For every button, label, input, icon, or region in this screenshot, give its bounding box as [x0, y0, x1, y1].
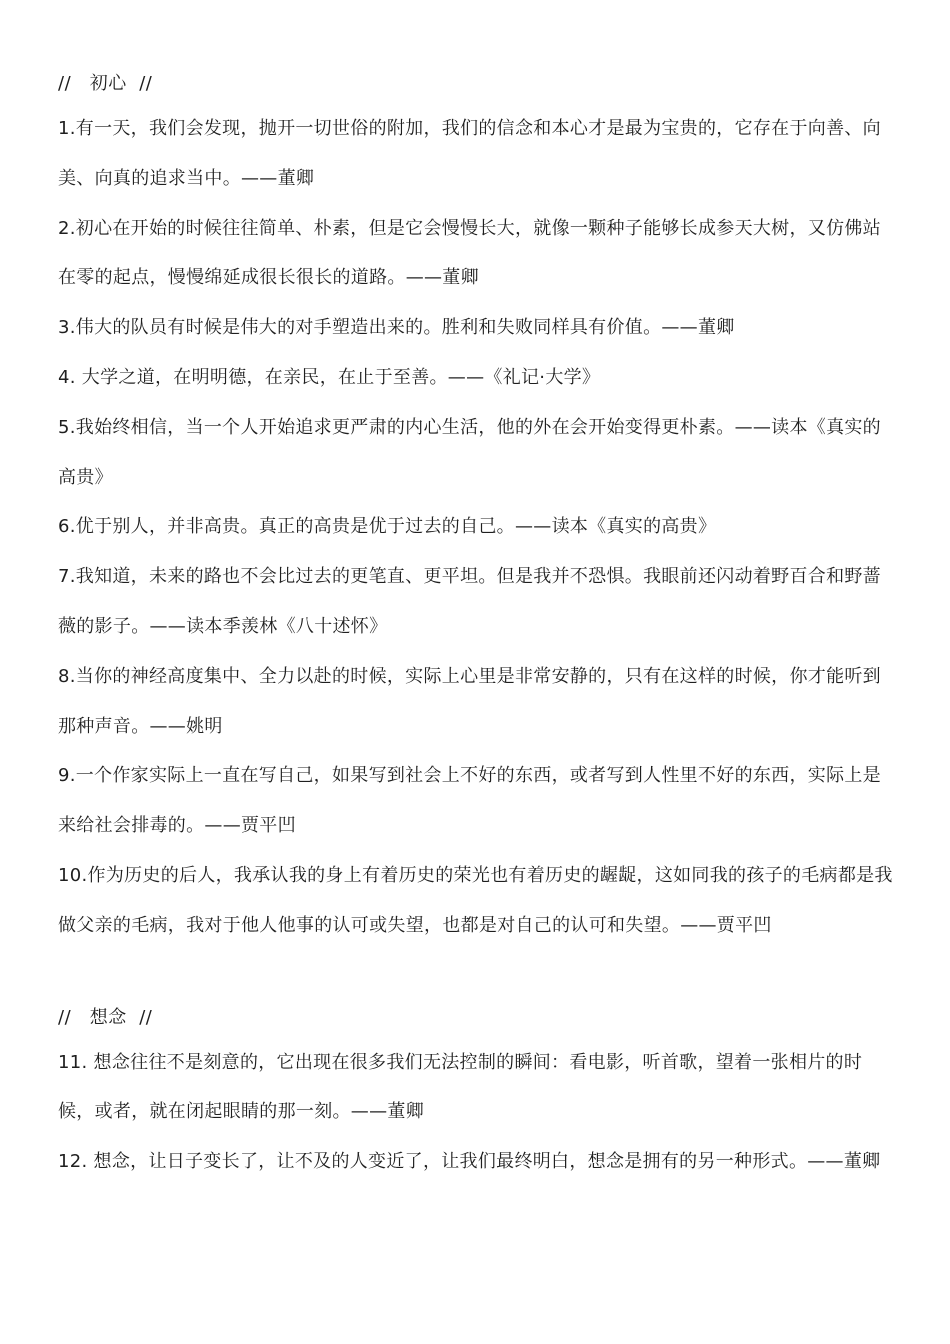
quote-item: 9.一个作家实际上一直在写自己，如果写到社会上不好的东西，或者写到人性里不好的东西，实际上是来给社会排毒的。——贾平凹: [58, 765, 881, 837]
section-heading: // 想念 //: [58, 1006, 153, 1028]
section-chuxin: [58, 64, 894, 951]
quote-item: 4. 大学之道，在明明德，在亲民，在止于至善。——《礼记·大学》: [58, 366, 601, 388]
quote-item: 12. 想念，让日子变长了，让不及的人变近了，让我们最终明白，想念是拥有的另一种形式。——董卿: [58, 1151, 881, 1173]
quote-item: 6.优于别人，并非高贵。真正的高贵是优于过去的自己。——读本《真实的高贵》: [58, 516, 717, 538]
quote-item: 10.作为历史的后人，我承认我的身上有着历史的荣光也有着历史的龌龊，这如同我的孩子的毛病都是我做父亲的毛病，我对于他人他事的认可或失望，也都是对自己的认可和失望。——贾平凹: [58, 864, 893, 936]
quote-item: 3.伟大的队员有时候是伟大的对手塑造出来的。胜利和失败同样具有价值。——董卿: [58, 317, 735, 339]
quote-item: 5.我始终相信，当一个人开始追求更严肃的内心生活，他的外在会开始变得更朴素。——读本《真实的高贵》: [58, 416, 881, 488]
document-page: [58, 64, 894, 1187]
quote-item: 1.有一天，我们会发现，抛开一切世俗的附加，我们的信念和本心才是最为宝贵的，它存在于向善、向美、向真的追求当中。——董卿: [58, 118, 881, 189]
quote-item: 2.初心在开始的时候往往简单、朴素，但是它会慢慢长大，就像一颗种子能够长成参天大树，又仿佛站在零的起点，慢慢绵延成很长很长的道路。——董卿: [58, 217, 881, 289]
quote-item: 7.我知道，未来的路也不会比过去的更笔直、更平坦。但是我并不恐惧。我眼前还闪动着野百合和野蔷薇的影子。——读本季羡林《八十述怀》: [58, 566, 881, 637]
section-xiangnian: [58, 998, 894, 1187]
quote-item: 11. 想念往往不是刻意的，它出现在很多我们无法控制的瞬间：看电影，听首歌，望着一张相片的时候，或者，就在闭起眼睛的那一刻。——董卿: [58, 1051, 863, 1123]
quote-item: 8.当你的神经高度集中、全力以赴的时候，实际上心里是非常安静的，只有在这样的时候，你才能听到那种声音。——姚明: [58, 665, 881, 737]
section-spacer: [58, 951, 894, 998]
section-heading: // 初心 //: [58, 73, 153, 94]
